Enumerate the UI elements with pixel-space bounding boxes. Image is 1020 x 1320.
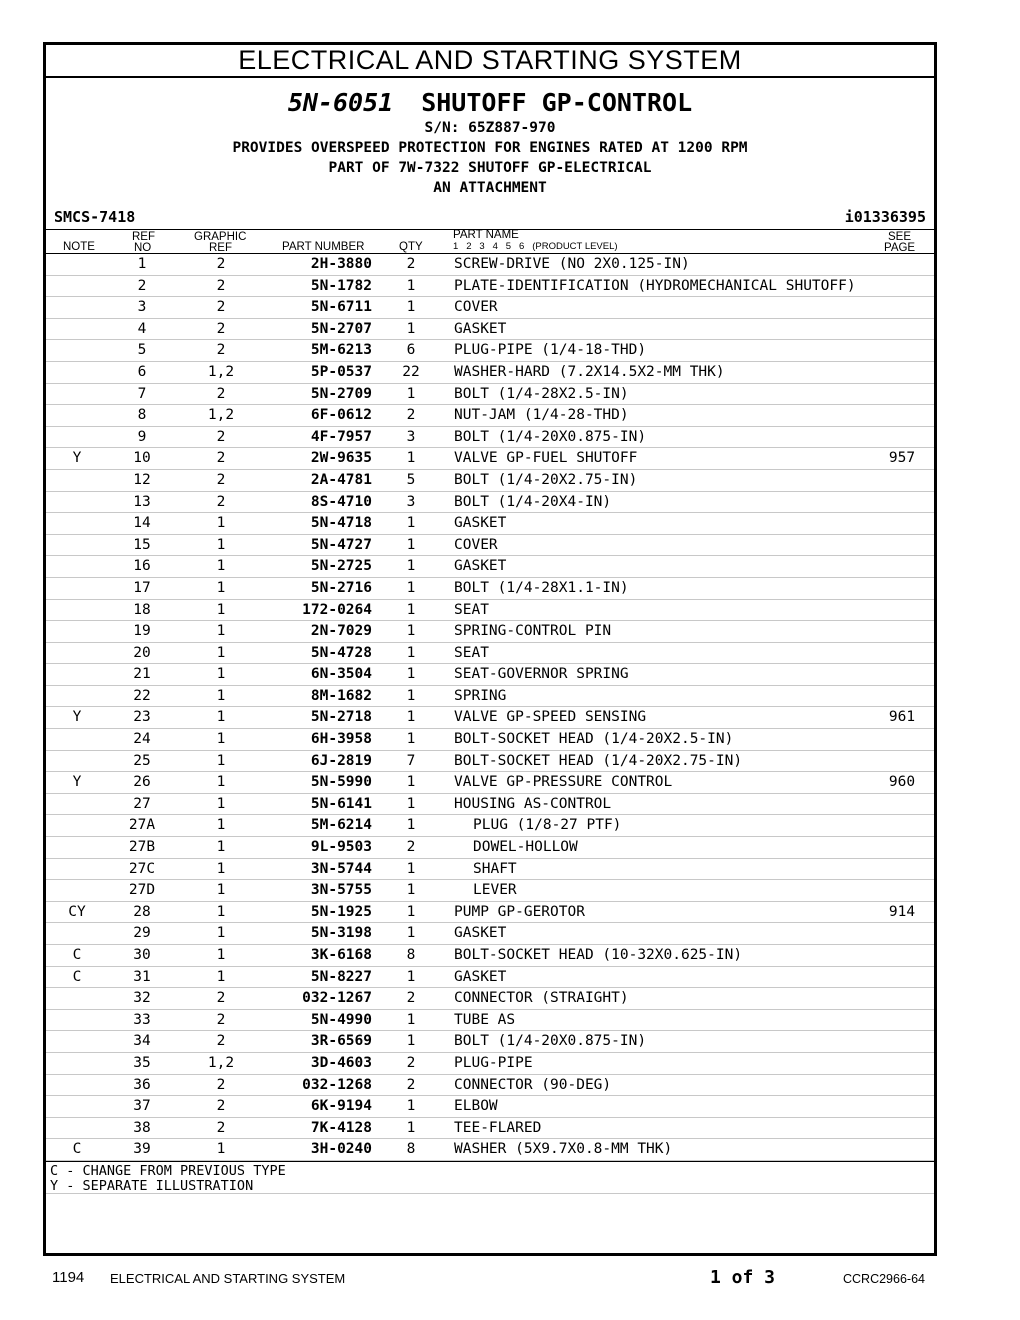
table-row bbox=[46, 319, 934, 341]
part-name-cell: SHAFT bbox=[473, 860, 517, 877]
table-row bbox=[46, 578, 934, 600]
part-number-cell: 4F-7957 bbox=[310, 428, 372, 445]
graphic-ref-cell: 1 bbox=[216, 731, 226, 748]
note-cell: Y bbox=[72, 450, 82, 467]
ref-no-cell: 33 bbox=[133, 1011, 151, 1028]
see-page-cell: 961 bbox=[888, 709, 916, 726]
col-product-levels: 1 2 3 4 5 6 (PRODUCT LEVEL) bbox=[453, 241, 618, 252]
qty-cell: 22 bbox=[402, 363, 420, 380]
qty-cell: 1 bbox=[406, 1033, 416, 1050]
part-number-cell: 3D-4603 bbox=[310, 1054, 372, 1071]
qty-cell: 1 bbox=[406, 558, 416, 575]
graphic-ref-cell: 2 bbox=[216, 450, 226, 467]
table-row bbox=[46, 1118, 934, 1140]
table-row bbox=[46, 837, 934, 859]
table-row bbox=[46, 729, 934, 751]
part-name-cell: GASKET bbox=[454, 515, 507, 532]
part-name-cell: NUT-JAM (1/4-28-THD) bbox=[454, 407, 629, 424]
graphic-ref-cell: 1,2 bbox=[207, 1054, 235, 1071]
part-number-cell: 9L-9503 bbox=[310, 839, 372, 856]
note-cell: C bbox=[72, 1141, 82, 1158]
graphic-ref-cell: 1 bbox=[216, 968, 226, 985]
qty-cell: 1 bbox=[406, 903, 416, 920]
part-name-cell: GASKET bbox=[454, 320, 507, 337]
ref-no-cell: 14 bbox=[133, 515, 151, 532]
table-row bbox=[46, 686, 934, 708]
part-name-cell: BOLT-SOCKET HEAD (1/4-20X2.75-IN) bbox=[454, 752, 743, 769]
qty-cell: 1 bbox=[406, 817, 416, 834]
table-row bbox=[46, 1139, 934, 1161]
part-number-cell: 5N-8227 bbox=[310, 968, 372, 985]
part-number-cell: 5M-6213 bbox=[310, 342, 372, 359]
part-number-cell: 6K-9194 bbox=[310, 1098, 372, 1115]
part-name-cell: LEVER bbox=[473, 882, 517, 899]
qty-cell: 6 bbox=[406, 342, 416, 359]
part-name-cell: BOLT (1/4-28X1.1-IN) bbox=[454, 579, 629, 596]
graphic-ref-cell: 1 bbox=[216, 558, 226, 575]
col-part-number: PART NUMBER bbox=[282, 241, 365, 253]
graphic-ref-cell: 2 bbox=[216, 1119, 226, 1136]
ref-no-cell: 34 bbox=[133, 1033, 151, 1050]
ref-no-cell: 21 bbox=[133, 666, 151, 683]
qty-cell: 8 bbox=[406, 1141, 416, 1158]
graphic-ref-cell: 1 bbox=[216, 752, 226, 769]
graphic-ref-cell: 1 bbox=[216, 1141, 226, 1158]
part-name-cell: CONNECTOR (90-DEG) bbox=[454, 1076, 612, 1093]
ref-no-cell: 27 bbox=[133, 795, 151, 812]
group-title-line bbox=[46, 88, 934, 118]
parts-page-frame bbox=[43, 42, 937, 1256]
part-name-cell: DOWEL-HOLLOW bbox=[473, 839, 578, 856]
qty-cell: 7 bbox=[406, 752, 416, 769]
ref-no-cell: 37 bbox=[133, 1098, 151, 1115]
parts-list bbox=[46, 254, 934, 1161]
see-page-cell: 914 bbox=[888, 903, 916, 920]
part-number-cell: 2H-3880 bbox=[310, 256, 372, 272]
qty-cell: 1 bbox=[406, 601, 416, 618]
ref-no-cell: 9 bbox=[137, 428, 147, 445]
ref-no-cell: 4 bbox=[137, 320, 147, 337]
group-header bbox=[46, 78, 934, 198]
qty-cell: 1 bbox=[406, 277, 416, 294]
table-row bbox=[46, 1053, 934, 1075]
part-number-cell: 6H-3958 bbox=[310, 731, 372, 748]
table-row bbox=[46, 427, 934, 449]
part-name-cell: SPRING-CONTROL PIN bbox=[454, 623, 612, 640]
ref-no-cell: 24 bbox=[133, 731, 151, 748]
qty-cell: 8 bbox=[406, 947, 416, 963]
table-row bbox=[46, 772, 934, 794]
table-row bbox=[46, 751, 934, 773]
table-row bbox=[46, 794, 934, 816]
graphic-ref-cell: 2 bbox=[216, 428, 226, 445]
part-name-cell: TEE-FLARED bbox=[454, 1119, 542, 1136]
graphic-ref-cell: 2 bbox=[216, 493, 226, 510]
note-cell: CY bbox=[68, 903, 86, 920]
table-row bbox=[46, 405, 934, 427]
table-row bbox=[46, 859, 934, 881]
ref-no-cell: 17 bbox=[133, 579, 151, 596]
table-row bbox=[46, 621, 934, 643]
col-graphic-bottom: REF bbox=[209, 242, 232, 254]
part-number-cell: 5N-5990 bbox=[310, 774, 372, 791]
part-number-cell: 5N-1782 bbox=[310, 277, 372, 294]
graphic-ref-cell: 1 bbox=[216, 687, 226, 704]
table-row bbox=[46, 600, 934, 622]
qty-cell: 1 bbox=[406, 795, 416, 812]
note-separate: Y - SEPARATE ILLUSTRATION bbox=[50, 1177, 254, 1194]
table-row bbox=[46, 1096, 934, 1118]
ref-no-cell: 36 bbox=[133, 1076, 151, 1093]
ref-no-cell: 2 bbox=[137, 277, 147, 294]
graphic-ref-cell: 2 bbox=[216, 990, 226, 1007]
note-cell: C bbox=[72, 968, 82, 985]
part-number-cell: 5M-6214 bbox=[310, 817, 372, 834]
graphic-ref-cell: 1 bbox=[216, 882, 226, 899]
table-row bbox=[46, 254, 934, 276]
part-name-cell: BOLT (1/4-20X2.75-IN) bbox=[454, 471, 638, 488]
part-name-cell: COVER bbox=[454, 536, 498, 553]
ref-no-cell: 39 bbox=[133, 1141, 151, 1158]
ref-no-cell: 30 bbox=[133, 947, 151, 963]
graphic-ref-cell: 1,2 bbox=[207, 363, 235, 380]
qty-cell: 1 bbox=[406, 860, 416, 877]
part-name-cell: VALVE GP-PRESSURE CONTROL bbox=[454, 774, 673, 791]
page-number: 1194 bbox=[52, 1269, 85, 1286]
ref-no-cell: 5 bbox=[137, 342, 147, 359]
col-see-bottom: PAGE bbox=[884, 242, 916, 254]
table-row bbox=[46, 535, 934, 557]
part-number-cell: 5N-3198 bbox=[310, 925, 372, 942]
table-row bbox=[46, 664, 934, 686]
table-row bbox=[46, 362, 934, 384]
table-row bbox=[46, 945, 934, 967]
col-note: NOTE bbox=[63, 241, 95, 253]
table-row bbox=[46, 556, 934, 578]
ref-no-cell: 35 bbox=[133, 1054, 151, 1071]
col-ref-bottom: NO bbox=[134, 242, 152, 254]
page-footer bbox=[0, 1266, 1020, 1290]
graphic-ref-cell: 1 bbox=[216, 666, 226, 683]
part-name-cell: COVER bbox=[454, 299, 498, 316]
section-title: ELECTRICAL AND STARTING SYSTEM bbox=[46, 45, 934, 78]
part-number-cell: 6N-3504 bbox=[310, 666, 372, 683]
ref-no-cell: 19 bbox=[133, 623, 151, 640]
illustration-id: i01336395 bbox=[844, 208, 926, 226]
part-name-cell: GASKET bbox=[454, 925, 507, 942]
graphic-ref-cell: 1 bbox=[216, 903, 226, 920]
group-description: PROVIDES OVERSPEED PROTECTION FOR ENGINES RATED AT 1200 RPM bbox=[232, 140, 748, 156]
part-number-cell: 5N-6711 bbox=[310, 299, 372, 316]
part-number-cell: 5N-4990 bbox=[310, 1011, 372, 1028]
table-row bbox=[46, 297, 934, 319]
part-name-cell: SEAT-GOVERNOR SPRING bbox=[454, 666, 629, 683]
qty-cell: 2 bbox=[406, 1076, 416, 1093]
table-row bbox=[46, 276, 934, 298]
ref-no-cell: 8 bbox=[137, 407, 147, 424]
part-number-cell: 5N-4727 bbox=[310, 536, 372, 553]
part-name-cell: GASKET bbox=[454, 968, 507, 985]
table-row bbox=[46, 448, 934, 470]
note-cell: C bbox=[72, 947, 82, 963]
part-number-cell: 5N-2718 bbox=[310, 709, 372, 726]
notes-legend bbox=[46, 1161, 934, 1194]
graphic-ref-cell: 2 bbox=[216, 256, 226, 272]
qty-cell: 5 bbox=[406, 471, 416, 488]
part-name-cell: WASHER-HARD (7.2X14.5X2-MM THK) bbox=[454, 363, 725, 380]
graphic-ref-cell: 1,2 bbox=[207, 407, 235, 424]
part-number-cell: 5N-2707 bbox=[310, 320, 372, 337]
col-qty: QTY bbox=[399, 241, 423, 253]
qty-cell: 1 bbox=[406, 515, 416, 532]
graphic-ref-cell: 1 bbox=[216, 579, 226, 596]
table-row bbox=[46, 1010, 934, 1032]
smcs-row bbox=[46, 208, 934, 230]
part-number-cell: 172-0264 bbox=[302, 601, 372, 618]
part-name-cell: ELBOW bbox=[454, 1098, 498, 1115]
table-row bbox=[46, 492, 934, 514]
group-part-number: 5N-6051 bbox=[287, 88, 394, 117]
table-row bbox=[46, 707, 934, 729]
ref-no-cell: 15 bbox=[133, 536, 151, 553]
graphic-ref-cell: 1 bbox=[216, 860, 226, 877]
table-row bbox=[46, 470, 934, 492]
note-cell: Y bbox=[72, 709, 82, 726]
see-page-cell: 957 bbox=[888, 450, 916, 467]
table-row bbox=[46, 384, 934, 406]
qty-cell: 2 bbox=[406, 839, 416, 856]
graphic-ref-cell: 1 bbox=[216, 601, 226, 618]
serial-number: S/N: 65Z887-970 bbox=[424, 120, 556, 136]
part-number-cell: 6J-2819 bbox=[310, 752, 372, 769]
part-name-cell: VALVE GP-FUEL SHUTOFF bbox=[454, 450, 638, 467]
qty-cell: 1 bbox=[406, 731, 416, 748]
part-number-cell: 5N-2709 bbox=[310, 385, 372, 402]
qty-cell: 2 bbox=[406, 407, 416, 424]
qty-cell: 1 bbox=[406, 579, 416, 596]
ref-no-cell: 27A bbox=[128, 817, 156, 834]
part-name-cell: BOLT (1/4-20X0.875-IN) bbox=[454, 428, 647, 445]
part-number-cell: 7K-4128 bbox=[310, 1119, 372, 1136]
qty-cell: 1 bbox=[406, 320, 416, 337]
ref-no-cell: 20 bbox=[133, 644, 151, 661]
part-name-cell: SEAT bbox=[454, 644, 489, 661]
ref-no-cell: 29 bbox=[133, 925, 151, 942]
part-number-cell: 5N-2716 bbox=[310, 579, 372, 596]
part-number-cell: 5N-4728 bbox=[310, 644, 372, 661]
ref-no-cell: 12 bbox=[133, 471, 151, 488]
qty-cell: 1 bbox=[406, 709, 416, 726]
part-number-cell: 3H-0240 bbox=[310, 1141, 372, 1158]
graphic-ref-cell: 1 bbox=[216, 947, 226, 963]
part-number-cell: 3K-6168 bbox=[310, 947, 372, 963]
graphic-ref-cell: 2 bbox=[216, 1098, 226, 1115]
page-of: 1 of 3 bbox=[710, 1267, 776, 1288]
ref-no-cell: 27C bbox=[128, 860, 156, 877]
part-name-cell: SPRING bbox=[454, 687, 507, 704]
part-number-cell: 8S-4710 bbox=[310, 493, 372, 510]
ref-no-cell: 27B bbox=[128, 839, 156, 856]
graphic-ref-cell: 1 bbox=[216, 644, 226, 661]
part-name-cell: BOLT (1/4-28X2.5-IN) bbox=[454, 385, 629, 402]
table-row bbox=[46, 967, 934, 989]
group-name: SHUTOFF GP-CONTROL bbox=[421, 88, 693, 117]
part-name-cell: BOLT-SOCKET HEAD (10-32X0.625-IN) bbox=[454, 947, 743, 963]
ref-no-cell: 7 bbox=[137, 385, 147, 402]
graphic-ref-cell: 2 bbox=[216, 342, 226, 359]
col-graphic-top: GRAPHIC bbox=[194, 231, 247, 243]
see-page-cell: 960 bbox=[888, 774, 916, 791]
ref-no-cell: 6 bbox=[137, 363, 147, 380]
ref-no-cell: 28 bbox=[133, 903, 151, 920]
qty-cell: 1 bbox=[406, 774, 416, 791]
ref-no-cell: 3 bbox=[137, 299, 147, 316]
qty-cell: 2 bbox=[406, 1054, 416, 1071]
part-name-cell: GASKET bbox=[454, 558, 507, 575]
part-number-cell: 3R-6569 bbox=[310, 1033, 372, 1050]
ref-no-cell: 22 bbox=[133, 687, 151, 704]
part-name-cell: PLUG (1/8-27 PTF) bbox=[473, 817, 622, 834]
graphic-ref-cell: 2 bbox=[216, 299, 226, 316]
part-name-cell: BOLT (1/4-20X4-IN) bbox=[454, 493, 612, 510]
qty-cell: 1 bbox=[406, 1098, 416, 1115]
ref-no-cell: 31 bbox=[133, 968, 151, 985]
qty-cell: 1 bbox=[406, 299, 416, 316]
qty-cell: 1 bbox=[406, 968, 416, 985]
qty-cell: 1 bbox=[406, 450, 416, 467]
part-number-cell: 032-1268 bbox=[302, 1076, 372, 1093]
qty-cell: 1 bbox=[406, 623, 416, 640]
attachment-line: AN ATTACHMENT bbox=[433, 180, 547, 196]
graphic-ref-cell: 1 bbox=[216, 774, 226, 791]
graphic-ref-cell: 2 bbox=[216, 1033, 226, 1050]
table-row bbox=[46, 988, 934, 1010]
part-number-cell: 8M-1682 bbox=[310, 687, 372, 704]
graphic-ref-cell: 1 bbox=[216, 925, 226, 942]
part-number-cell: 2W-9635 bbox=[310, 450, 372, 467]
graphic-ref-cell: 2 bbox=[216, 471, 226, 488]
ref-no-cell: 10 bbox=[133, 450, 151, 467]
part-number-cell: 3N-5755 bbox=[310, 882, 372, 899]
part-number-cell: 3N-5744 bbox=[310, 860, 372, 877]
part-name-cell: BOLT-SOCKET HEAD (1/4-20X2.5-IN) bbox=[454, 731, 734, 748]
part-number-cell: 5N-2725 bbox=[310, 558, 372, 575]
part-name-cell: WASHER (5X9.7X0.8-MM THK) bbox=[454, 1141, 673, 1158]
graphic-ref-cell: 1 bbox=[216, 515, 226, 532]
smcs-code: SMCS-7418 bbox=[54, 208, 136, 226]
table-row bbox=[46, 880, 934, 902]
ref-no-cell: 25 bbox=[133, 752, 151, 769]
part-number-cell: 6F-0612 bbox=[310, 407, 372, 424]
part-number-cell: 2N-7029 bbox=[310, 623, 372, 640]
part-name-cell: BOLT (1/4-20X0.875-IN) bbox=[454, 1033, 647, 1050]
graphic-ref-cell: 1 bbox=[216, 709, 226, 726]
qty-cell: 3 bbox=[406, 428, 416, 445]
ref-no-cell: 26 bbox=[133, 774, 151, 791]
part-of-line: PART OF 7W-7322 SHUTOFF GP-ELECTRICAL bbox=[328, 160, 652, 176]
table-row bbox=[46, 513, 934, 535]
qty-cell: 1 bbox=[406, 536, 416, 553]
graphic-ref-cell: 1 bbox=[216, 623, 226, 640]
ref-no-cell: 1 bbox=[137, 256, 147, 272]
note-change: C - CHANGE FROM PREVIOUS TYPE bbox=[50, 1162, 286, 1179]
table-row bbox=[46, 902, 934, 924]
table-row bbox=[46, 923, 934, 945]
ref-no-cell: 13 bbox=[133, 493, 151, 510]
column-headers bbox=[46, 230, 934, 254]
part-name-cell: VALVE GP-SPEED SENSING bbox=[454, 709, 647, 726]
graphic-ref-cell: 1 bbox=[216, 795, 226, 812]
qty-cell: 1 bbox=[406, 385, 416, 402]
ref-no-cell: 38 bbox=[133, 1119, 151, 1136]
part-number-cell: 5N-1925 bbox=[310, 903, 372, 920]
qty-cell: 1 bbox=[406, 644, 416, 661]
ref-no-cell: 23 bbox=[133, 709, 151, 726]
graphic-ref-cell: 1 bbox=[216, 536, 226, 553]
col-part-name: PART NAME bbox=[453, 229, 519, 241]
part-name-cell: SCREW-DRIVE (NO 2X0.125-IN) bbox=[454, 256, 690, 272]
part-name-cell: PLUG-PIPE (1/4-18-THD) bbox=[454, 342, 647, 359]
table-row bbox=[46, 643, 934, 665]
table-row bbox=[46, 815, 934, 837]
graphic-ref-cell: 2 bbox=[216, 320, 226, 337]
part-number-cell: 5N-4718 bbox=[310, 515, 372, 532]
col-ref-top: REF bbox=[132, 231, 155, 243]
ref-no-cell: 16 bbox=[133, 558, 151, 575]
part-name-cell: TUBE AS bbox=[454, 1011, 516, 1028]
qty-cell: 1 bbox=[406, 687, 416, 704]
qty-cell: 1 bbox=[406, 925, 416, 942]
graphic-ref-cell: 1 bbox=[216, 817, 226, 834]
qty-cell: 1 bbox=[406, 666, 416, 683]
part-name-cell: PLUG-PIPE bbox=[454, 1054, 533, 1071]
graphic-ref-cell: 2 bbox=[216, 1076, 226, 1093]
qty-cell: 2 bbox=[406, 256, 416, 272]
part-name-cell: PUMP GP-GEROTOR bbox=[454, 903, 585, 920]
footer-section: ELECTRICAL AND STARTING SYSTEM bbox=[110, 1271, 346, 1286]
table-row bbox=[46, 340, 934, 362]
qty-cell: 1 bbox=[406, 1011, 416, 1028]
table-row bbox=[46, 1075, 934, 1097]
qty-cell: 1 bbox=[406, 1119, 416, 1136]
ref-no-cell: 18 bbox=[133, 601, 151, 618]
table-row bbox=[46, 1031, 934, 1053]
part-name-cell: PLATE-IDENTIFICATION (HYDROMECHANICAL SHUTOFF) bbox=[454, 277, 856, 294]
qty-cell: 1 bbox=[406, 882, 416, 899]
qty-cell: 3 bbox=[406, 493, 416, 510]
doc-code: CCRC2966-64 bbox=[843, 1272, 925, 1286]
graphic-ref-cell: 2 bbox=[216, 1011, 226, 1028]
part-name-cell: HOUSING AS-CONTROL bbox=[454, 795, 612, 812]
part-number-cell: 2A-4781 bbox=[310, 471, 372, 488]
graphic-ref-cell: 2 bbox=[216, 277, 226, 294]
graphic-ref-cell: 1 bbox=[216, 839, 226, 856]
col-see-top: SEE bbox=[888, 231, 912, 243]
part-name-cell: SEAT bbox=[454, 601, 489, 618]
ref-no-cell: 32 bbox=[133, 990, 151, 1007]
part-number-cell: 032-1267 bbox=[302, 990, 372, 1007]
part-number-cell: 5P-0537 bbox=[310, 363, 372, 380]
graphic-ref-cell: 2 bbox=[216, 385, 226, 402]
part-number-cell: 5N-6141 bbox=[310, 795, 372, 812]
qty-cell: 2 bbox=[406, 990, 416, 1007]
part-name-cell: CONNECTOR (STRAIGHT) bbox=[454, 990, 629, 1007]
ref-no-cell: 27D bbox=[128, 882, 156, 899]
note-cell: Y bbox=[72, 774, 82, 791]
